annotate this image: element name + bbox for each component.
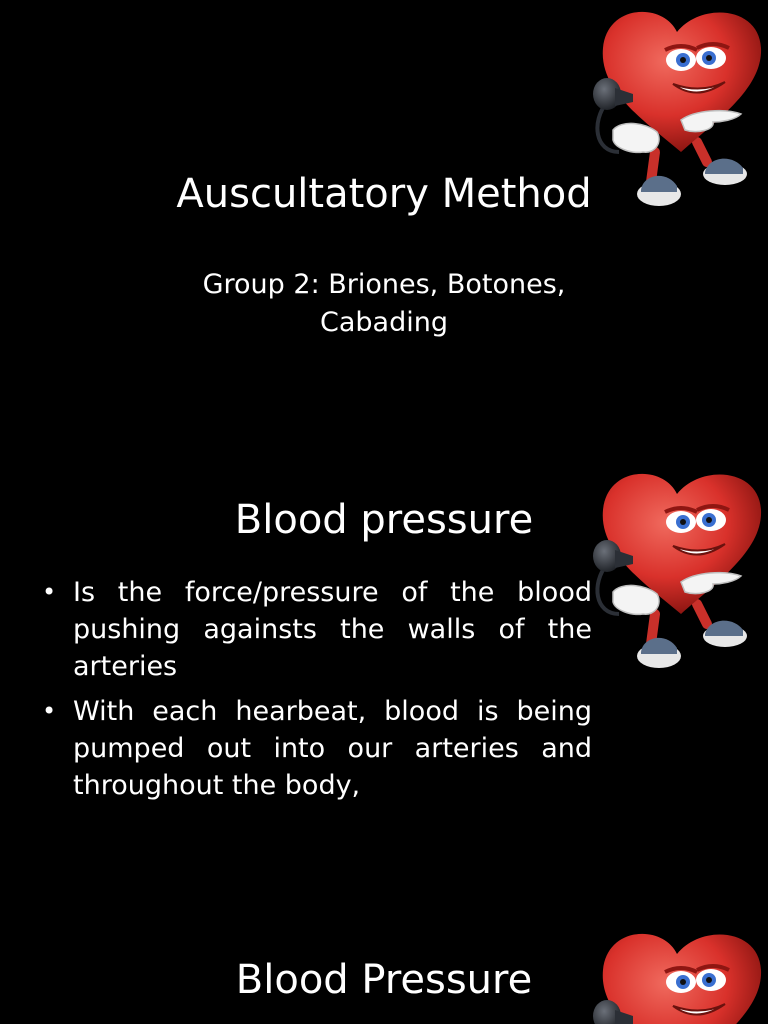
slide-title: [0, 0, 768, 460]
slide-blood-pressure-2: [0, 920, 768, 1024]
slide-3-title: Blood Pressure: [235, 957, 533, 1003]
bullet-item: [42, 693, 592, 804]
bullet-dot-icon: •: [42, 697, 57, 725]
bullet-text: With each hearbeat, blood is being pumped out into our arteries and throughout the body,: [73, 696, 592, 801]
bullet-list: [42, 574, 592, 812]
slide-blood-pressure: [0, 460, 768, 920]
slide-1-title: Auscultatory Method: [176, 171, 592, 217]
bullet-item: [42, 574, 592, 685]
bullet-dot-icon: •: [42, 578, 57, 606]
slide-1-subtitle: Group 2: Briones, Botones, Cabading: [202, 269, 566, 338]
slide-2-title: Blood pressure: [234, 497, 534, 543]
bullet-text: Is the force/pressure of the blood pushing againsts the walls of the arteries: [73, 577, 592, 682]
